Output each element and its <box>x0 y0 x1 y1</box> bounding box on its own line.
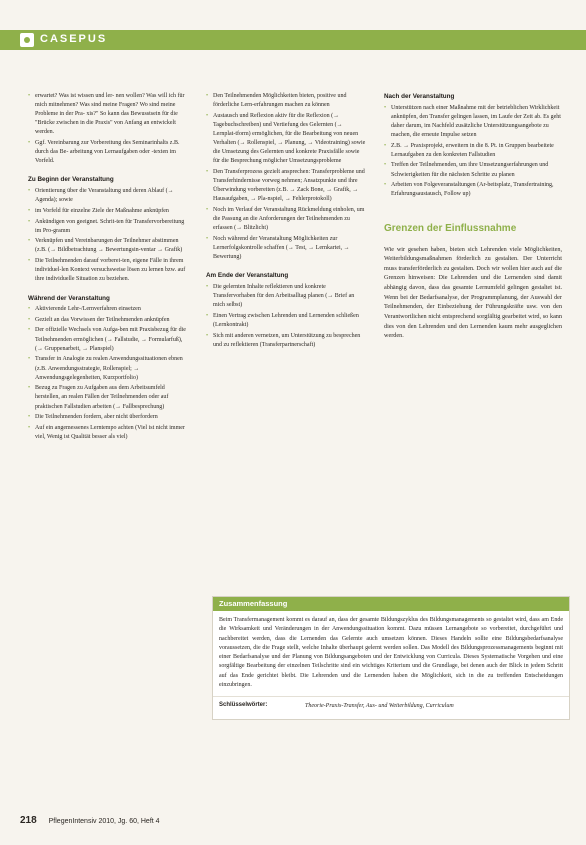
summary-title: Zusammenfassung <box>213 597 569 611</box>
during-list <box>28 305 188 442</box>
section-header-label: CASEPUS <box>40 33 108 45</box>
list-item: • Die Teilnehmenden fordern, aber nicht überfordern <box>28 413 188 422</box>
list-item: • Verknüpfen und Vereinbarungen der Teilnehmer abstimmen (z.B. (→ Bildbetrachtung → Bewertungsin-ventar → Grafik) <box>28 237 188 255</box>
list-item: • erwartet? Was ist wissen und ler- nen wollen? Was will ich für mich mitnehmen? Was sind meine Fragen? Wo sind meine Probleme in der Pra- xis?" So kann das Bewusstsein für die "Brücke zwischen in die Praxis" von Anfang an entwickelt werden. <box>28 92 188 138</box>
journal-citation: PflegenIntensiv 2010, Jg. 60, Heft 4 <box>48 818 160 825</box>
list-item: • im Vorfeld für einzelne Ziele der Maßnahme anknüpfen <box>28 207 188 216</box>
summary-box <box>212 596 570 720</box>
summary-text: Beim Transfermanagement kommt es darauf an, dass der gesamte Bildungszyklus des Bildungsmanagements so gestaltet wird, dass am Ende die Wirksamkeit und Veränderungen in der Anwendungssituation kommt. Dazu müssen Lernangebote so vorbereitet, durchgeführt und nachbereitet werden, dass die Lernenden das Gelernte auch umsetzen können. Dieses Handeln sollte eine Bildungsbedarfsanalyse voraussetzen, die die Frage stellt, welche Inhalte überhaupt gelernt werden sollen. Das Modell des Bildungsprozessmanagements beginnt mit einer Bedarfsanalyse und der Planung von Bildungsangeboten und der Entwicklung von Curricula. Dieses Systematische Vorgehen und eine sorgfältige Bearbeitung der einzelnen Teilschritte sind ein wichtiges Kriterium und die Grundlage, bei denen auch der Blick in jedem Schritt auf das Ende gerichtet bleibt. Die Lehrenden und die Lernenden haben die Möglichkeit, sich in die zu treffenden Entscheidungen einzubringen. <box>219 617 563 689</box>
list-item: • Noch während der Veranstaltung Möglichkeiten zur Lernerfolgskontrolle schaffen (→ Test, → Lernkartei, → Bewertung) <box>206 235 366 262</box>
end-list <box>206 283 366 350</box>
column-right <box>384 92 562 341</box>
list-item: • Gezielt an das Vorwissen der Teilnehmenden anknüpfen <box>28 316 188 325</box>
list-item: • Die Teilnehmenden darauf vorberei-ten, eigene Fälle in ihrem individuel-len Kontext versuchsweise lösen zu lernen bzw. auf ihre individuelle Situation zu beziehen. <box>28 257 188 284</box>
list-item: • Sich mit anderen vernetzen, um Unterstützung zu besprechen und zu reflektieren (Transferpartnerschaft) <box>206 332 366 350</box>
page-footer <box>20 815 160 826</box>
list-item: • Transfer in Analogie zu realen Anwendungssituationen ebnen (z.B. Anwendungsstrategie, Rollenspiel; → Anwendungsgelegenheiten, Kurzportfolio) <box>28 355 188 382</box>
column-left <box>28 92 188 444</box>
section-logo-icon <box>20 33 34 47</box>
list-item: • Arbeiten von Folgeveranstaltungen (Ar-beitsplatz, Transfertraining, Erfahrungsaustausch, Follow up) <box>384 181 562 199</box>
subheading-during: Während der Veranstaltung <box>28 294 110 302</box>
list-item: • Den Transferprozess gezielt ansprechen: Transferprobleme und Transferhindernisse vorweg nehmen; Ansatzpunkte und ihre Überwindung vorbereiten (z.B. → Zack Bone, → Grafik, → Hausaufgaben, → Pla-nspiel, → Fehlerprotokoll) <box>206 168 366 204</box>
during-list-cont <box>206 92 366 262</box>
list-item: • Aktivierende Lehr-/Lernverfahren einsetzen <box>28 305 188 314</box>
subheading-beginning: Zu Beginn der Veranstaltung <box>28 176 114 184</box>
list-item: • Z.B. → Praxisprojekt, erweitern in die 8. Pt. in Gruppen bearbeitete Lernaufgaben zu den konkreten Fallstudien <box>384 142 562 160</box>
list-item: • Noch im Verlauf der Veranstaltung Rückmeldung einholen, um die Passung an die Anforderungen der Teilnehmenden zu erfassen (→ Blitzlicht) <box>206 206 366 233</box>
subheading-after: Nach der Veranstaltung <box>384 93 455 100</box>
limits-paragraph: Wie wir gesehen haben, bieten sich Lehrenden viele Möglichkeiten, Weiterbildungsmaßnahmen förderlich zu gestalten. Der Unterricht muss transferförderlich zu gestalten. Doch wir wollen hier auch auf die Grenzen hinweisen: Die Lehrenden und die Lernenden sind damit abhängig davon, dass das gesamte Lernumfeld gelingen gestaltet ist. Wenn bei der Bedarfsanalyse, der Programmplanung, der Auswahl der Teilnehmenden, der Einbeziehung der Führungskräfte usw. von den Verantwortlichen nicht entsprechend sorgfältig gearbeitet wird, so kann dies von den Lehrenden und den Lernenden kaum mehr ausgeglichen werden. <box>384 245 562 340</box>
list-item: • Bezug zu Fragen zu Aufgaben aus dem Arbeitsumfeld herstellen, an realen Fällen der Teilnehmenden oder auf praktischen Fallstudien arbeiten (→ Fallbesprechung) <box>28 384 188 411</box>
list-item: • Austausch und Reflexion aktiv für die Reflexion (→ Tagebuchschreiben) und Vertiefung des Gelernten (→ Lernplat-tform) ermöglichen, für die Bearbeitung von neuen Verhalten (→ Rollenspiel, → Planung, → Videotraining) sowie die Umsetzung des Gelernten und konkrete Praxisfälle sowie für die Besprechung möglicher Umsetzungsprobleme <box>206 112 366 167</box>
list-item: • Einen Vertrag zwischen Lehrenden und Lernenden schließen (Lernkontrakt) <box>206 312 366 330</box>
keywords-label: Schlüsselwörter: <box>219 702 268 709</box>
after-list <box>384 104 562 200</box>
column-middle <box>206 92 366 351</box>
list-item: • Der offizielle Wechsels von Aufga-ben mit Praxisbezug für die Teilnehmenden ermöglichen (→ Fallstudie, → Formularfuß), (→ Gruppenarbeit, → Planspiel) <box>28 326 188 353</box>
list-item: • Treffen der Teilnehmenden, um ihre Umsetzungserfahrungen und Schwierigkeiten für die nächsten Schritte zu planen <box>384 161 562 179</box>
section-title-limits: Grenzen der Einflussnahme <box>384 223 517 235</box>
list-item: • Den Teilnehmenden Möglichkeiten bieten, positive und förderliche Lern-erfahrungen machen zu können <box>206 92 366 110</box>
list-item: • Die gelernten Inhalte reflektieren und konkrete Transfervorhaben für den Arbeitsalltag planen (→ Brief an mich selbst) <box>206 283 366 310</box>
list-item: • Ankündigen von geeignet. Schrit-ten für Transfervorbereitung im Pro-gramm <box>28 218 188 236</box>
list-item: • Orientierung über die Veranstaltung und deren Ablauf (→ Agenda); sowie <box>28 187 188 205</box>
list-item: • Unterstützen nach einer Maßnahme mit der betrieblichen Wirklichkeit anknüpfen, den Transfer gelingen lassen, im Laufe der Zeit ab. Es geht daher darum, im Nachfeld zusätzliche Unterstützungsangebote zu machen, die erneute Impulse setzen <box>384 104 562 140</box>
beginning-list <box>28 187 188 284</box>
list-item: • Auf ein angemessenes Lerntempo achten (Viel ist nicht immer viel, Wenig ist Qualität besser als viel) <box>28 424 188 442</box>
keywords-value: Theorie-Praxis-Transfer, Aus- und Weiterbildung, Curriculum <box>305 703 454 710</box>
subheading-end: Am Ende der Veranstaltung <box>206 272 289 280</box>
keywords-row <box>213 696 569 719</box>
page-number: 218 <box>20 815 37 826</box>
intro-list <box>28 92 188 166</box>
list-item: • Ggf. Vereinbarung zur Vorbereitung des Seminarinhalts z.B. durch das Be- arbeitung von Lernaufgaben oder -texten im Vorfeld. <box>28 139 188 166</box>
